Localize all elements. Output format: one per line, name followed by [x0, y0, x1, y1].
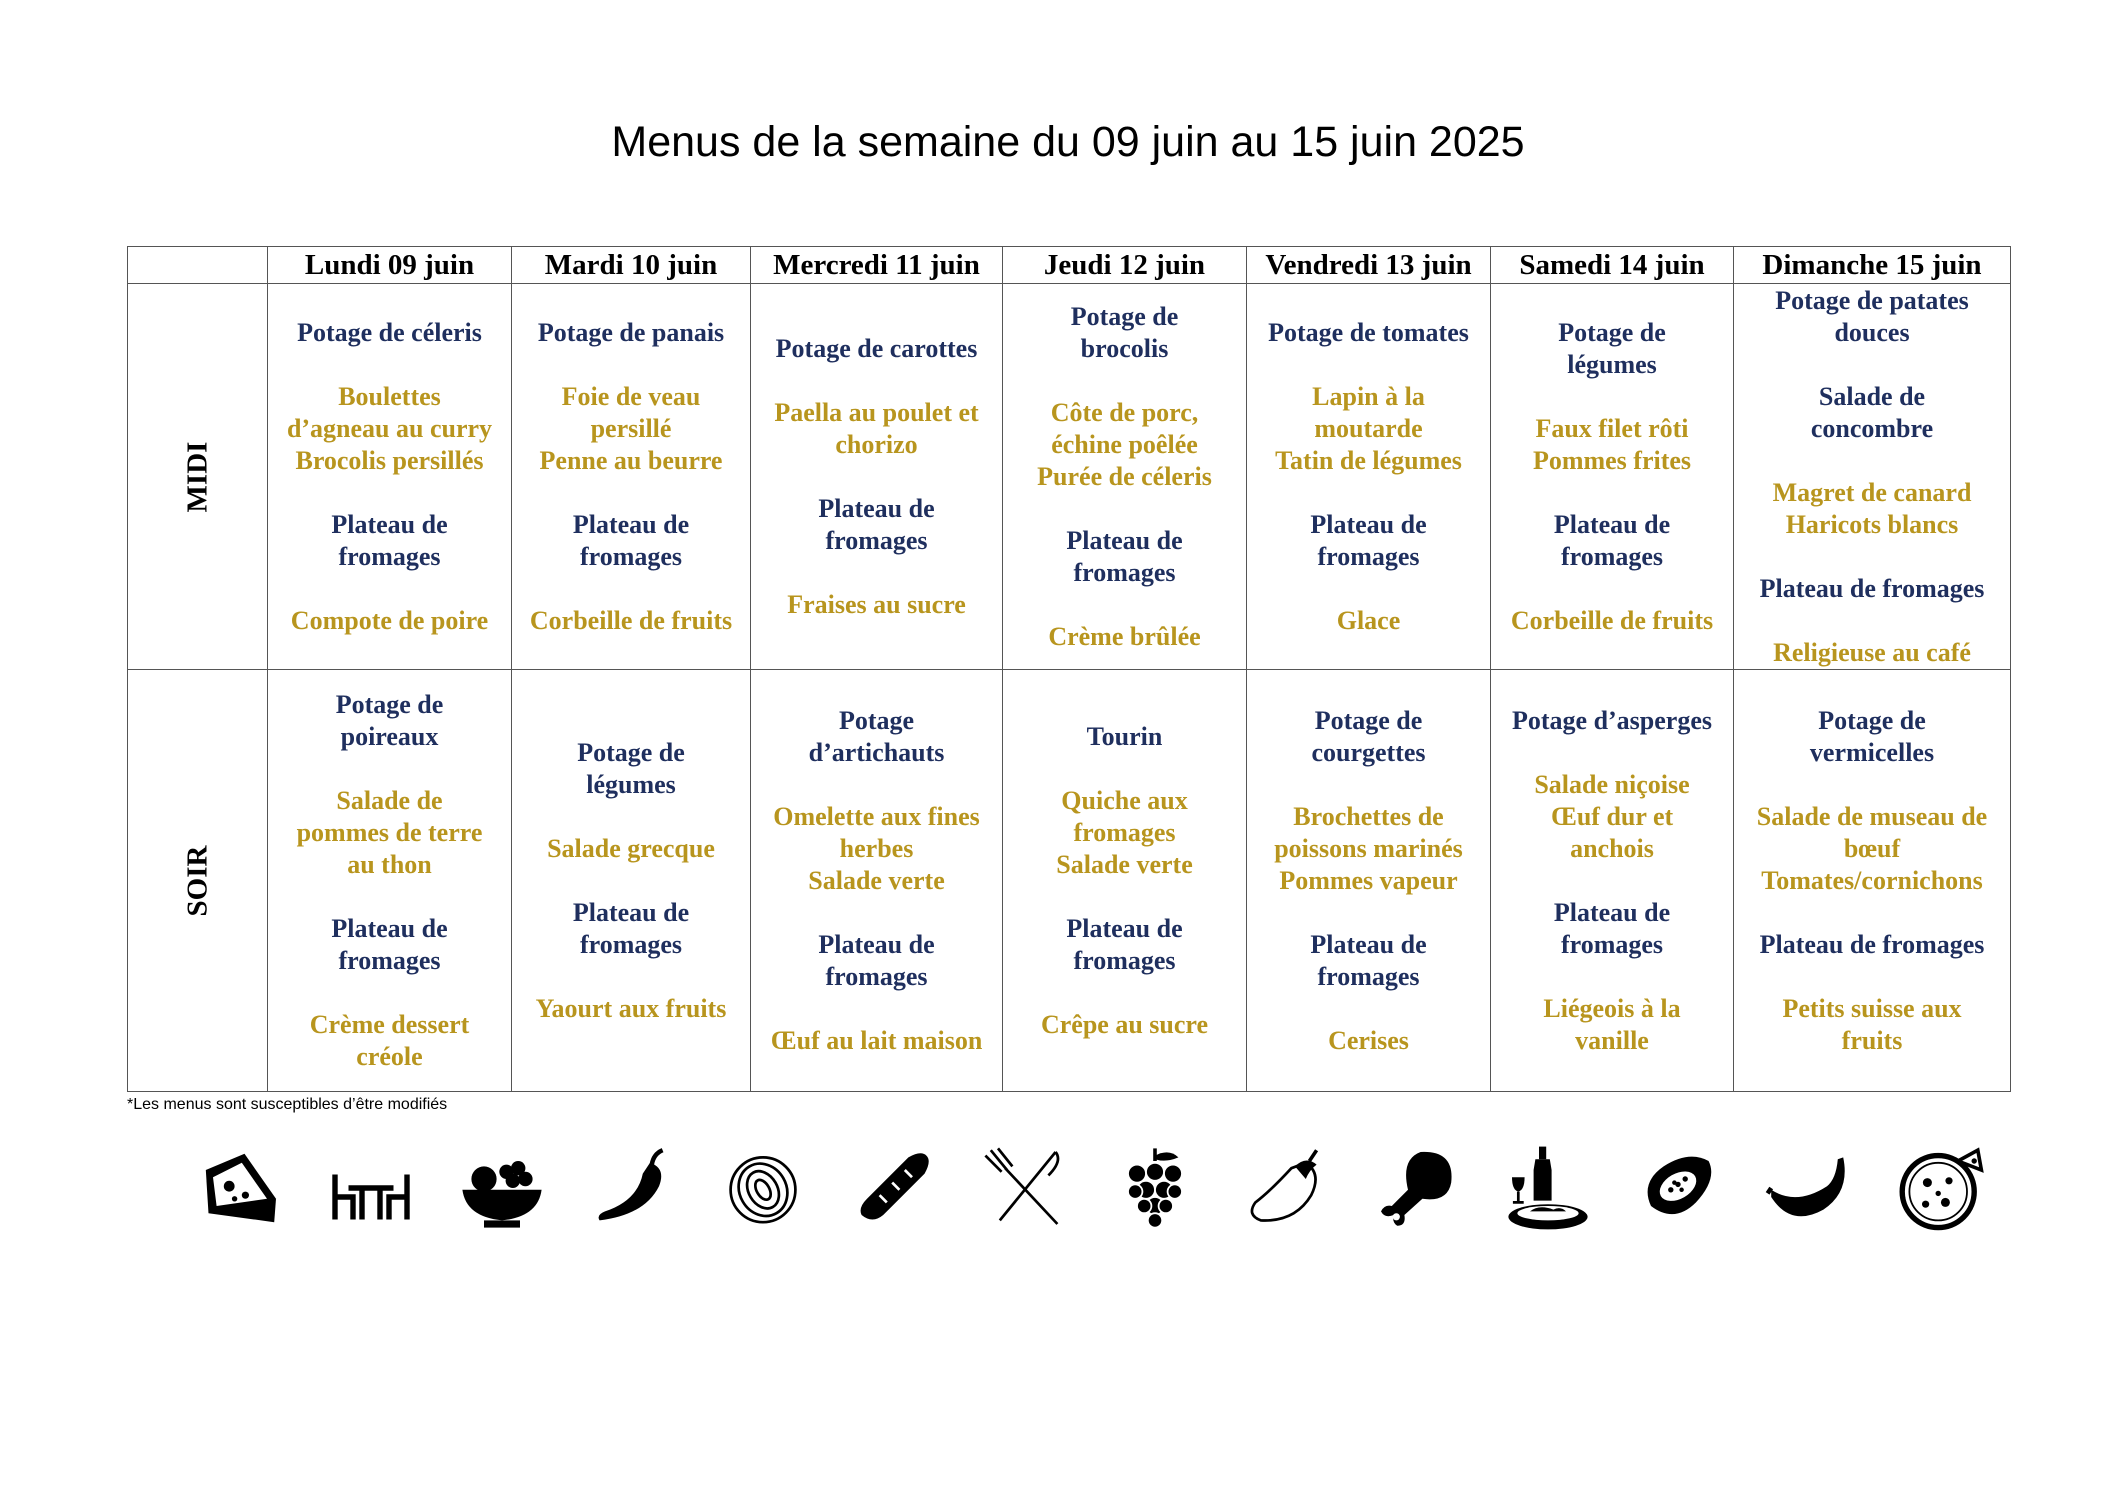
header-day: Jeudi 12 juin	[1003, 247, 1247, 284]
menu-item: Fraises au sucre	[787, 589, 966, 619]
menu-item: Potage de céleris	[297, 317, 482, 347]
menu-cell	[1247, 284, 1491, 670]
menu-item: fromages	[338, 541, 441, 571]
menu-item: Tourin	[1086, 721, 1163, 751]
menu-item: poissons marinés	[1274, 833, 1463, 863]
menu-item: Plateau de	[572, 509, 690, 539]
menu-cell	[1491, 284, 1734, 670]
menu-item: Plateau de fromages	[1759, 929, 1985, 959]
menu-item: Potage de panais	[537, 317, 725, 347]
menu-item: fromages	[579, 929, 683, 959]
menu-item: Foie de veau	[561, 381, 701, 411]
menu-spacer	[1007, 589, 1242, 621]
menu-item: Liégeois à la	[1543, 993, 1681, 1023]
menu-spacer	[1738, 769, 2006, 801]
menu-spacer	[272, 977, 507, 1009]
menu-item: légumes	[586, 769, 676, 799]
menu-item: Potage de	[335, 689, 444, 719]
row-label-cell	[128, 670, 268, 1092]
menu-item: Salade verte	[1056, 849, 1193, 879]
menu-item: Potage d’asperges	[1511, 705, 1712, 735]
menu-item: anchois	[1570, 833, 1654, 863]
menu-item: Plateau de	[1553, 509, 1671, 539]
menu-item: Penne au beurre	[539, 445, 723, 475]
menu-item: poireaux	[340, 721, 439, 751]
menu-item: Salade de museau de	[1756, 801, 1988, 831]
menu-item: Salade grecque	[547, 833, 715, 863]
menu-cell	[512, 284, 751, 670]
menu-item: Boulettes	[338, 381, 441, 411]
menu-spacer	[272, 349, 507, 381]
menu-item: Crêpe au sucre	[1040, 1009, 1209, 1039]
menu-item: Religieuse au café	[1773, 637, 1971, 667]
menu-item: Tomates/cornichons	[1761, 865, 1983, 895]
header-day: Vendredi 13 juin	[1247, 247, 1491, 284]
menu-item: Tatin de légumes	[1275, 445, 1462, 475]
menu-item: Œuf au lait maison	[770, 1025, 983, 1055]
menu-item: Plateau de	[1066, 913, 1183, 943]
menu-spacer	[1495, 381, 1729, 413]
food-icons-strip	[195, 1138, 1985, 1238]
menu-spacer	[1007, 977, 1242, 1009]
menu-spacer	[516, 801, 746, 833]
menu-spacer	[516, 477, 746, 509]
banana-icon	[1764, 1143, 1854, 1233]
menu-item: Cerises	[1328, 1025, 1409, 1055]
menu-spacer	[755, 897, 998, 929]
menu-item: Potage de	[1558, 317, 1666, 347]
menu-item: herbes	[839, 833, 914, 863]
header-day: Mercredi 11 juin	[751, 247, 1003, 284]
menu-item: Plateau de fromages	[1759, 573, 1985, 603]
menu-item: Brochettes de	[1293, 801, 1444, 831]
menu-item: Œuf dur et	[1550, 801, 1674, 831]
menu-item: douces	[1834, 317, 1910, 347]
menu-item: Haricots blancs	[1785, 509, 1959, 539]
menu-spacer	[755, 461, 998, 493]
menu-spacer	[1495, 573, 1729, 605]
menu-cell	[1734, 670, 2011, 1092]
menu-item: Purée de céleris	[1037, 461, 1212, 491]
menu-spacer	[1738, 605, 2006, 637]
menu-item: Crème brûlée	[1048, 621, 1201, 651]
menu-spacer	[272, 477, 507, 509]
menu-item: Salade verte	[808, 865, 945, 895]
dining-table-icon	[326, 1143, 416, 1233]
menu-spacer	[1495, 477, 1729, 509]
menu-item: persillé	[590, 413, 672, 443]
menu-item: Yaourt aux fruits	[535, 993, 727, 1023]
menu-item: fromages	[1560, 929, 1664, 959]
menu-spacer	[1007, 365, 1242, 397]
menu-item: Plateau de	[331, 509, 448, 539]
menu-item: Potage de patates	[1775, 285, 1969, 315]
menu-item: Glace	[1336, 605, 1401, 635]
menu-item: Corbeille de fruits	[529, 605, 733, 635]
menu-item: fromages	[825, 525, 928, 555]
meal-row-soir	[128, 670, 2011, 1092]
menu-cell	[1003, 284, 1247, 670]
header-row	[128, 247, 2011, 284]
menu-item: Salade de	[336, 785, 443, 815]
menu-item: fromages	[1560, 541, 1664, 571]
menu-spacer	[272, 753, 507, 785]
menu-item: pommes de terre	[296, 817, 483, 847]
menu-item: fromages	[338, 945, 441, 975]
menu-item: Potage de	[1818, 705, 1926, 735]
menu-spacer	[1251, 477, 1486, 509]
menu-item: Lapin à la	[1312, 381, 1425, 411]
menu-item: d’artichauts	[808, 737, 945, 767]
menu-item: Potage	[838, 705, 915, 735]
menu-item: fromages	[1073, 945, 1176, 975]
menu-spacer	[516, 349, 746, 381]
wine-platter-icon	[1503, 1143, 1593, 1233]
eggplant-icon	[1241, 1143, 1331, 1233]
menu-item: Salade niçoise	[1534, 769, 1690, 799]
menu-item: bœuf	[1843, 833, 1901, 863]
menu-spacer	[1738, 445, 2006, 477]
menu-cell	[512, 670, 751, 1092]
menu-item: Côte de porc,	[1050, 397, 1199, 427]
menu-item: Omelette aux fines	[773, 801, 980, 831]
menu-item: fromages	[1073, 817, 1176, 847]
menu-cell	[268, 670, 512, 1092]
header-day: Lundi 09 juin	[268, 247, 512, 284]
menu-spacer	[516, 961, 746, 993]
menu-item: brocolis	[1080, 333, 1169, 363]
menu-item: Potage de	[577, 737, 685, 767]
menu-item: Potage de carottes	[775, 333, 978, 363]
menu-item: Plateau de	[1066, 525, 1183, 555]
menu-cell	[1247, 670, 1491, 1092]
menu-item: Salade de	[1818, 381, 1926, 411]
header-corner	[128, 247, 268, 284]
menu-item: Pommes frites	[1532, 445, 1692, 475]
grapes-icon	[1110, 1143, 1200, 1233]
menu-item: légumes	[1567, 349, 1657, 379]
menu-spacer	[1251, 897, 1486, 929]
menu-item: Potage de	[1070, 301, 1179, 331]
menu-item: Plateau de	[331, 913, 448, 943]
menu-item: Potage de tomates	[1268, 317, 1469, 347]
menu-item: Plateau de	[1310, 929, 1427, 959]
menu-item: vermicelles	[1809, 737, 1935, 767]
menu-item: vanille	[1575, 1025, 1649, 1055]
menu-spacer	[1495, 737, 1729, 769]
menu-item: Pommes vapeur	[1279, 865, 1458, 895]
menu-item: d’agneau au curry	[286, 413, 493, 443]
menu-item: Plateau de	[572, 897, 690, 927]
menu-item: Plateau de	[818, 929, 935, 959]
onion-icon	[718, 1143, 808, 1233]
menu-item: Plateau de	[1310, 509, 1427, 539]
menu-spacer	[1738, 897, 2006, 929]
menu-item: Magret de canard	[1772, 477, 1972, 507]
menu-item: fruits	[1841, 1025, 1903, 1055]
menu-item: Petits suisse aux	[1782, 993, 1962, 1023]
menu-spacer	[516, 573, 746, 605]
menu-spacer	[1738, 961, 2006, 993]
menu-spacer	[1738, 349, 2006, 381]
papaya-icon	[1633, 1143, 1723, 1233]
menu-item: au thon	[347, 849, 432, 879]
menu-spacer	[272, 881, 507, 913]
menu-item: Plateau de	[818, 493, 935, 523]
menu-item: courgettes	[1311, 737, 1426, 767]
menu-spacer	[1495, 961, 1729, 993]
menu-item: fromages	[1317, 541, 1420, 571]
menu-item: Potage de	[1314, 705, 1423, 735]
row-label-cell	[128, 284, 268, 670]
menu-item: chorizo	[835, 429, 918, 459]
menu-table	[127, 246, 2011, 1092]
menu-item: concombre	[1810, 413, 1934, 443]
menu-item: Corbeille de fruits	[1510, 605, 1714, 635]
menu-item: fromages	[825, 961, 928, 991]
menu-spacer	[1251, 769, 1486, 801]
menu-spacer	[1251, 573, 1486, 605]
cheese-icon	[195, 1143, 285, 1233]
menu-cell	[751, 284, 1003, 670]
baguette-icon	[849, 1143, 939, 1233]
footnote: *Les menus sont susceptibles d’être modifiés	[127, 1096, 448, 1113]
meal-row-midi	[128, 284, 2011, 670]
menu-cell	[1491, 670, 1734, 1092]
menu-spacer	[1251, 993, 1486, 1025]
menu-spacer	[1007, 753, 1242, 785]
menu-spacer	[1007, 881, 1242, 913]
menu-item: créole	[356, 1041, 423, 1071]
menu-spacer	[1495, 865, 1729, 897]
menu-spacer	[755, 557, 998, 589]
menu-item: fromages	[1317, 961, 1420, 991]
header-day: Dimanche 15 juin	[1734, 247, 2011, 284]
menu-item: échine poêlée	[1051, 429, 1198, 459]
menu-item: Brocolis persillés	[295, 445, 484, 475]
menu-item: fromages	[579, 541, 683, 571]
menu-spacer	[516, 865, 746, 897]
menu-item: fromages	[1073, 557, 1176, 587]
page-title: Menus de la semaine du 09 juin au 15 juin 2025	[611, 118, 1525, 166]
menu-spacer	[272, 573, 507, 605]
pizza-icon	[1895, 1143, 1985, 1233]
menu-item: moutarde	[1314, 413, 1423, 443]
menu-item: Compote de poire	[290, 605, 489, 635]
fork-knife-icon	[980, 1143, 1070, 1233]
menu-spacer	[1251, 349, 1486, 381]
menu-spacer	[755, 365, 998, 397]
menu-spacer	[755, 769, 998, 801]
menu-spacer	[1007, 493, 1242, 525]
menu-cell	[751, 670, 1003, 1092]
row-label: MIDI	[181, 441, 213, 512]
menu-cell	[1003, 670, 1247, 1092]
menu-cell	[1734, 284, 2011, 670]
header-day: Mardi 10 juin	[512, 247, 751, 284]
menu-item: Faux filet rôti	[1535, 413, 1689, 443]
menu-cell	[268, 284, 512, 670]
menu-item: Plateau de	[1553, 897, 1671, 927]
chicken-leg-icon	[1372, 1143, 1462, 1233]
menu-item: Quiche aux	[1061, 785, 1188, 815]
menu-item: Paella au poulet et	[774, 397, 979, 427]
menu-item: Crème dessert	[309, 1009, 470, 1039]
chili-pepper-icon	[587, 1143, 677, 1233]
row-label: SOIR	[181, 845, 213, 916]
fruit-bowl-icon	[457, 1143, 547, 1233]
header-day: Samedi 14 juin	[1491, 247, 1734, 284]
menu-spacer	[755, 993, 998, 1025]
menu-spacer	[1738, 541, 2006, 573]
